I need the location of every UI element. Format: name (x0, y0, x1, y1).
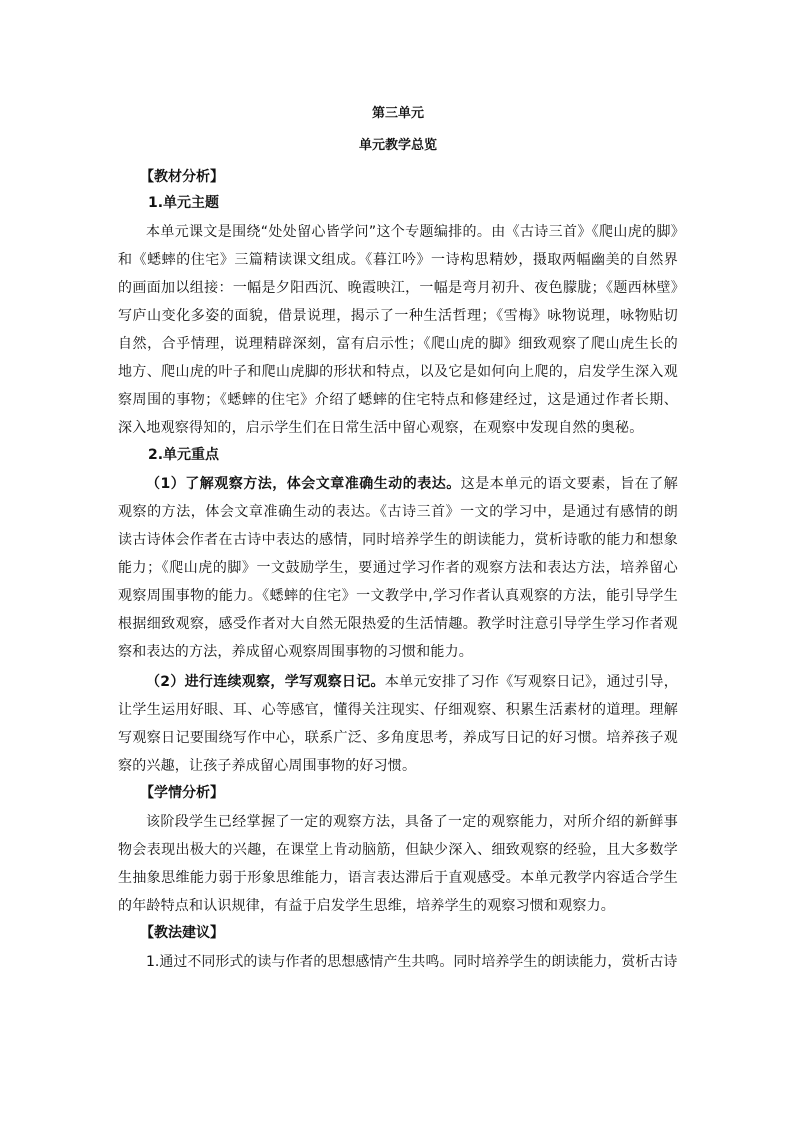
paragraph-focus-2 (118, 668, 678, 780)
subheading-unit-theme: 1.单元主题 (148, 195, 220, 211)
section-heading-teaching-suggestions: 【教法建议】 (140, 925, 224, 941)
paragraph-student-analysis: 该阶段学生已经掌握了一定的观察方法，具备了一定的观察能力，对所介绍的新鲜事物会表现出极大的兴趣，在课堂上肯动脑筋，但缺少深入、细致观察的经验，且大多数学生抽象思维能力弱于形象思维能力，语言表达滞后于直观感受。本单元教学内容适合学生的年龄特点和认识规律，有益于启发学生思维，培养学生的观察习惯和观察力。 (118, 814, 678, 914)
teaching-suggestion-item: 1.通过不同形式的读与作者的思想感情产生共鸣。同时培养学生的朗读能力，赏析古诗 (146, 954, 678, 970)
overview-title: 单元教学总览 (358, 138, 437, 153)
paragraph-focus-1 (118, 470, 678, 666)
subheading-unit-focus: 2.单元重点 (148, 447, 220, 463)
section-heading-material-analysis: 【教材分析】 (140, 169, 224, 185)
document-body (118, 104, 678, 976)
focus-2-text: 本单元安排了习作《写观察日记》，通过引导，让学生运用好眼、耳、心等感官，懂得关注现实、仔细观察、积累生活素材的道理。理解写观察日记要围绕写作中心，联系广泛、多角度思考，养成写日记的好习惯。培养孩子观察的兴趣，让孩子养成留心周围事物的好习惯。 (118, 674, 679, 774)
focus-2-lead: （2）进行连续观察，学写观察日记。 (146, 674, 385, 690)
focus-1-text: 这是本单元的语文要素，旨在了解观察的方法，体会文章准确生动的表达。《古诗三首》一文的学习中，是通过有感情的朗读古诗体会作者在古诗中表达的感情，同时培养学生的朗读能力，赏析诗歌的能力和想象能力；《爬山虎的脚》一文鼓励学生，要通过学习作者的观察方法和表达方法，培养留心观察周围事物的能力。《蟋蟀的住宅》一文教学中,学习作者认真观察的方法，能引导学生根据细致观察，感受作者对大自然无限热爱的生活情趣。教学时注意引导学生学习作者观察和表达的方法，养成留心观察周围事物的习惯和能力。 (118, 476, 679, 660)
focus-1-lead: （1）了解观察方法，体会文章准确生动的表达。 (146, 476, 461, 492)
unit-title: 第三单元 (371, 106, 424, 121)
paragraph-unit-theme: 本单元课文是围绕“处处留心皆学问”这个专题编排的。由《古诗三首》《爬山虎的脚》和《蟋蟀的住宅》三篇精读课文组成。《暮江吟》一诗构思精妙，摄取两幅幽美的自然界的画面加以组接：一幅是夕阳西沉、晚霞映江，一幅是弯月初升、夜色朦胧；《题西林壁》写庐山变化多姿的面貌，借景说理，揭示了一种生活哲理；《雪梅》咏物说理，咏物贴切自然，合乎情理，说理精辟深刻，富有启示性；《爬山虎的脚》细致观察了爬山虎生长的地方、爬山虎的叶子和爬山虎脚的形状和特点，以及它是如何向上爬的，启发学生深入观察周围的事物；《蟋蟀的住宅》介绍了蟋蟀的住宅特点和修建经过，这是通过作者长期、深入地观察得知的，启示学生们在日常生活中留心观察，在观察中发现自然的奥秘。 (118, 224, 678, 436)
section-heading-student-analysis: 【学情分析】 (140, 785, 224, 801)
